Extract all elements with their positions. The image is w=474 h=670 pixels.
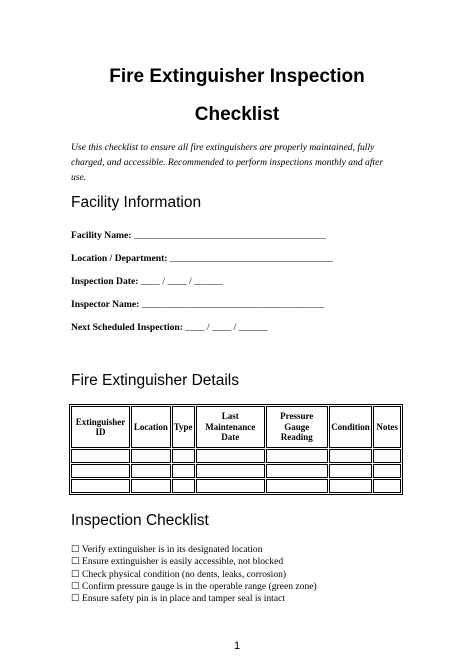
table-cell[interactable] (373, 479, 401, 493)
column-header-last-maintenance-date: Last Maintenance Date (196, 406, 265, 448)
intro-text: Use this checklist to ensure all fire extinguishers are properly maintained, fully charged, and accessible. Recommended to perform inspections monthly and after use. (71, 142, 384, 183)
facility-heading: Facility Information (71, 194, 202, 211)
next-inspection-label: Next Scheduled Inspection: (71, 322, 183, 333)
table-header-row (71, 406, 401, 448)
column-header-pressure-gauge-reading: Pressure Gauge Reading (266, 406, 328, 448)
document-title-line2: Checklist (194, 104, 280, 125)
table-cell[interactable] (266, 479, 328, 493)
checkbox-icon[interactable]: ☐ (71, 568, 80, 580)
checklist-item-label: Check physical condition (no dents, leaks, corrosion) (82, 568, 287, 580)
document-title-line1: Fire Extinguisher Inspection (109, 66, 365, 87)
checklist-item-label: Verify extinguisher is in its designated location (81, 544, 263, 555)
checkbox-icon[interactable]: ☐ (71, 580, 80, 592)
next-inspection-field[interactable] (71, 322, 267, 333)
table-cell[interactable] (266, 464, 328, 478)
table-cell[interactable] (131, 479, 171, 493)
table-cell[interactable] (131, 464, 171, 478)
details-heading: Fire Extinguisher Details (71, 372, 239, 389)
table-cell[interactable] (71, 479, 130, 493)
table-cell[interactable] (172, 449, 195, 463)
table-cell[interactable] (131, 449, 171, 463)
facility-name-label: Facility Name: (71, 230, 132, 241)
column-header-type: Type (172, 406, 195, 448)
inspector-name-field[interactable] (71, 299, 324, 310)
checkbox-icon[interactable]: ☐ (71, 593, 80, 605)
column-header-condition: Condition (329, 406, 373, 448)
inspector-name-label: Inspector Name: (71, 299, 140, 310)
table-cell[interactable] (172, 464, 195, 478)
facility-name-field[interactable] (71, 230, 326, 241)
extinguisher-details-table (69, 404, 403, 495)
checklist-item[interactable] (71, 569, 317, 581)
table-cell[interactable] (71, 449, 130, 463)
location-department-label: Location / Department: (71, 253, 168, 264)
checkbox-icon[interactable]: ☐ (71, 544, 80, 555)
table-cell[interactable] (373, 449, 401, 463)
inspection-date-label: Inspection Date: (71, 276, 139, 287)
table-cell[interactable] (196, 479, 265, 493)
column-header-extinguisher-id: Extinguisher ID (71, 406, 130, 448)
table-cell[interactable] (71, 464, 130, 478)
inspection-date-field[interactable] (71, 276, 223, 287)
checklist-item-label: Ensure safety pin is in place and tamper seal is intact (82, 593, 286, 605)
location-department-blank[interactable]: __________________________________ (169, 253, 333, 264)
column-header-notes: Notes (373, 406, 401, 448)
table-cell[interactable] (373, 464, 401, 478)
checklist-item-label: Confirm pressure gauge is in the operable range (green zone) (82, 580, 317, 592)
inspection-date-blank[interactable]: ____ / ____ / ______ (140, 276, 223, 287)
location-department-field[interactable] (71, 253, 333, 264)
table-cell[interactable] (196, 449, 265, 463)
table-cell[interactable] (329, 464, 373, 478)
checklist-heading: Inspection Checklist (71, 512, 209, 529)
column-header-location: Location (131, 406, 171, 448)
checkbox-icon[interactable]: ☐ (71, 556, 80, 568)
table-row (71, 449, 401, 463)
table-cell[interactable] (266, 449, 328, 463)
next-inspection-blank[interactable]: ____ / ____ / ______ (185, 322, 268, 333)
table-cell[interactable] (329, 449, 373, 463)
checklist-item[interactable] (71, 581, 317, 593)
checklist-item[interactable] (71, 556, 317, 568)
table-cell[interactable] (329, 479, 373, 493)
checklist (71, 544, 317, 605)
checklist-item[interactable] (71, 544, 317, 556)
table-row (71, 479, 401, 493)
checklist-item-label: Ensure extinguisher is easily accessible, not blocked (82, 556, 284, 568)
page-number: 1 (233, 640, 241, 652)
table-cell[interactable] (196, 464, 265, 478)
facility-name-blank[interactable]: ________________________________________ (133, 230, 326, 241)
table-row (71, 464, 401, 478)
inspector-name-blank[interactable]: ______________________________________ (141, 299, 324, 310)
checklist-item[interactable] (71, 593, 317, 605)
table-cell[interactable] (172, 479, 195, 493)
